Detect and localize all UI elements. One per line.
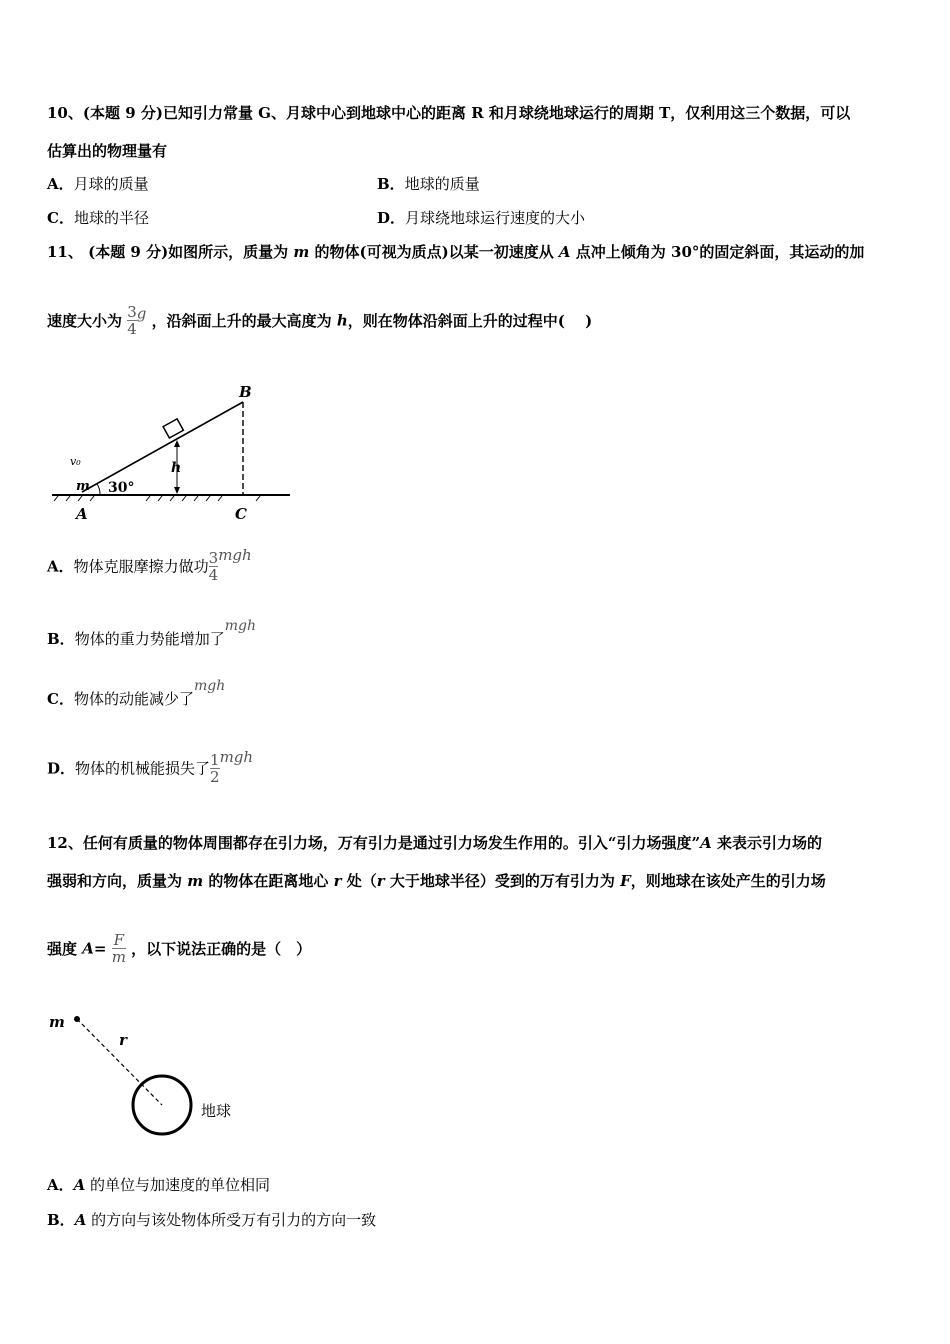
q11-stem-line2 <box>47 304 592 337</box>
option-letter: C． <box>47 209 74 227</box>
q11-text: ，沿斜面上升的最大高度为 <box>151 312 337 330</box>
q11-var-g: g <box>136 304 147 323</box>
label-m: m <box>76 479 90 494</box>
option-var-a: A <box>74 1211 87 1229</box>
q12-var-f: F <box>620 872 631 890</box>
q10-option-b <box>377 173 480 194</box>
q11-text: 的物体(可视为质点)以某一初速度从 <box>309 243 559 261</box>
label-b: B <box>239 383 252 401</box>
option-text: 月球绕地球运行速度的大小 <box>405 209 586 227</box>
option-text: 物体的动能减少了 <box>73 690 194 708</box>
q12-text: 处（ <box>341 872 377 890</box>
option-var-a: A <box>73 1176 86 1194</box>
q12-text: 强度 <box>47 940 83 958</box>
option-text: 地球的质量 <box>404 175 480 193</box>
option-letter: B． <box>47 630 75 648</box>
option-letter: A． <box>47 557 74 576</box>
label-m: m <box>49 1013 65 1031</box>
q10-option-d <box>377 207 585 228</box>
q11-option-a <box>47 546 252 583</box>
frac-num: 3 <box>208 548 219 567</box>
q12-fraction <box>112 932 126 965</box>
q12-option-b <box>47 1209 376 1230</box>
q11-option-d <box>47 748 253 785</box>
option-text: 的单位与加速度的单位相同 <box>85 1176 271 1194</box>
frac-den: m <box>111 948 126 966</box>
q11-option-c <box>47 678 226 709</box>
option-text: 的方向与该处物体所受万有引力的方向一致 <box>86 1211 377 1229</box>
q11-var-m: m <box>293 243 310 261</box>
q11-text: 点冲上倾角为 30°的固定斜面，其运动的加 <box>570 243 865 261</box>
option-text: 月球的质量 <box>73 175 149 193</box>
option-expr: mgh <box>193 678 226 694</box>
q11-option-b <box>47 618 256 649</box>
incline-line <box>82 402 243 492</box>
incline-figure <box>50 380 300 525</box>
frac-den: 4 <box>127 320 137 338</box>
q12-text: 12、任何有质量的物体周围都存在引力场，万有引力是通过引力场发生作用的。引入“引力场强度” <box>47 834 701 852</box>
block <box>163 419 183 438</box>
label-a: A <box>76 505 88 523</box>
option-expr: mgh <box>218 546 252 564</box>
q10-option-c <box>47 207 149 228</box>
q11-fraction <box>127 304 137 337</box>
q10-option-a <box>47 173 149 194</box>
frac-num: F <box>113 931 125 949</box>
option-letter: A． <box>47 175 74 193</box>
earth-figure <box>45 1005 255 1145</box>
q12-text: 的物体在距离地心 <box>203 872 334 890</box>
q12-var-r: r <box>376 872 385 890</box>
option-letter: D． <box>377 209 406 227</box>
q12-var-a: A <box>700 834 712 852</box>
q12-text: ，则地球在该处产生的引力场 <box>630 872 826 890</box>
q11-var-a: A <box>558 243 571 261</box>
q10-stem-line2: 估算出的物理量有 <box>47 142 168 160</box>
q12-option-a <box>47 1174 270 1195</box>
q11-text: 速度大小为 <box>47 312 123 330</box>
q11-stem-line1 <box>47 241 864 262</box>
label-angle: 30° <box>108 480 135 496</box>
q12-equals: = <box>93 939 107 958</box>
frac-den: 2 <box>210 767 220 786</box>
q12-text: 大于地球半径）受到的万有引力为 <box>384 872 621 890</box>
q10-stem-line1: 10、(本题 9 分)已知引力常量 G、月球中心到地球中心的距离 R 和月球绕地球运行的周期 T，仅利用这三个数据，可以 <box>47 104 851 122</box>
q12-stem-line1 <box>47 832 822 853</box>
ground-hatch <box>54 496 260 501</box>
q12-stem-line2 <box>47 870 826 891</box>
option-expr: mgh <box>219 748 254 766</box>
option-letter: C． <box>47 690 74 708</box>
frac-num: 1 <box>210 750 220 769</box>
label-c: C <box>235 505 247 523</box>
label-earth: 地球 <box>201 1102 232 1120</box>
option-expr: mgh <box>224 618 256 634</box>
option-fraction <box>209 550 219 583</box>
option-text: 物体的重力势能增加了 <box>74 630 225 648</box>
q12-var-r: r <box>333 872 342 890</box>
q11-var-h: h <box>336 311 348 330</box>
q12-var-m: m <box>187 872 204 890</box>
frac-num: 3 <box>127 303 137 321</box>
q12-text: ，以下说法正确的是（ ） <box>131 940 312 958</box>
q12-stem-line3 <box>47 932 311 965</box>
q12-text: 来表示引力场的 <box>711 834 823 852</box>
q11-text: ，则在物体沿斜面上升的过程中( ) <box>347 312 593 330</box>
option-text: 地球的半径 <box>73 209 149 227</box>
option-text: 物体的机械能损失了 <box>75 759 211 778</box>
option-fraction <box>210 752 220 785</box>
label-h: h <box>171 460 182 476</box>
label-v0: v₀ <box>70 455 81 468</box>
option-letter: D． <box>47 759 76 778</box>
option-letter: B． <box>377 175 405 193</box>
frac-den: 4 <box>208 565 219 584</box>
option-text: 物体克服摩擦力做功 <box>73 557 209 576</box>
q12-text: 强弱和方向，质量为 <box>47 872 188 890</box>
option-letter: A． <box>47 1176 74 1194</box>
q11-text: 11、 (本题 9 分)如图所示，质量为 <box>47 243 294 261</box>
q12-var-a: A <box>82 939 94 958</box>
label-r: r <box>119 1031 127 1049</box>
option-letter: B． <box>47 1211 75 1229</box>
